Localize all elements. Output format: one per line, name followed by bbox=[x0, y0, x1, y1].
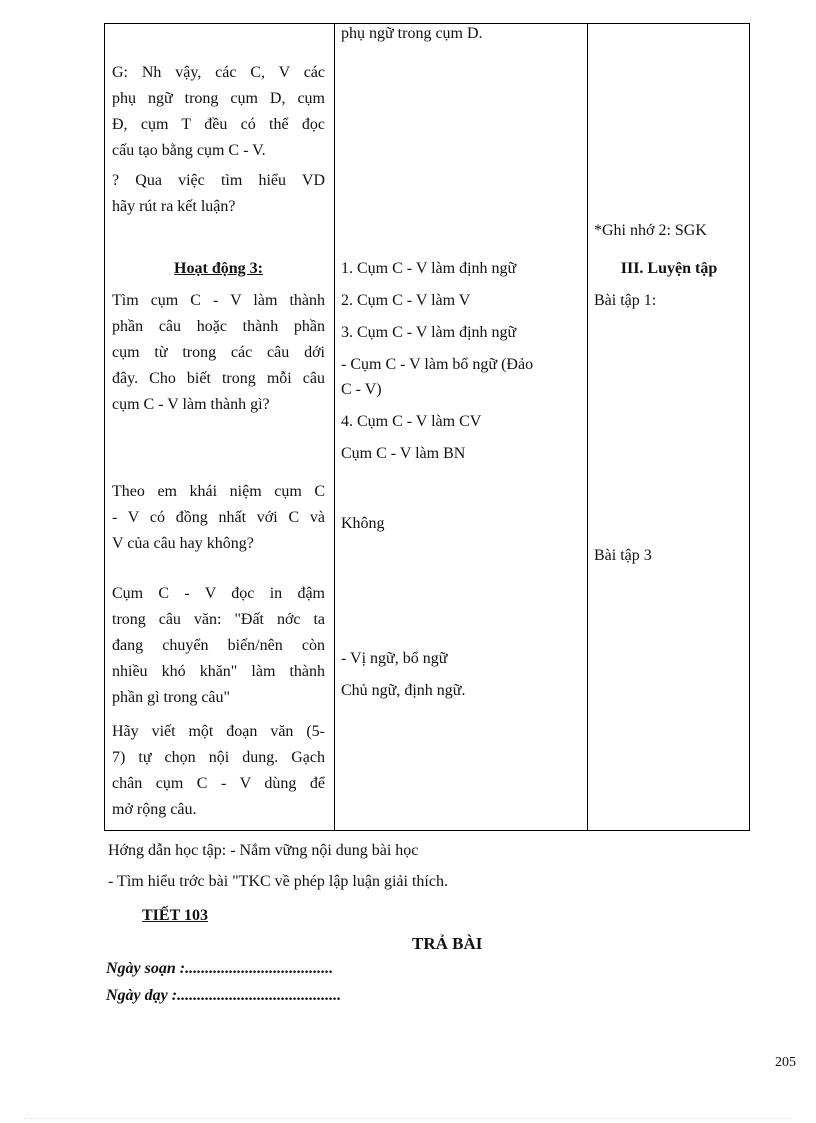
text-line: Cụm C - V đọc in đậm bbox=[112, 585, 325, 602]
answer-line: Chủ ngữ, định ngữ. bbox=[341, 682, 466, 699]
footer-rule bbox=[24, 1118, 792, 1119]
text-line: đây. Cho biết trong mỗi câu bbox=[112, 370, 325, 387]
text-line: nhiều khó khăn" làm thành bbox=[112, 663, 325, 680]
activity-title: Hoạt động 3: bbox=[174, 260, 263, 277]
answer-line: - Cụm C - V làm bổ ngữ (Đảo bbox=[341, 356, 534, 373]
text-line: cụm C - V làm thành gì? bbox=[112, 396, 270, 413]
question-sentence bbox=[112, 581, 325, 711]
prep-date: Ngày soạn :..................................... bbox=[106, 960, 334, 977]
teach-date: Ngày dạy :......................................... bbox=[106, 987, 342, 1004]
text-line: phần câu hoặc thành phần bbox=[112, 318, 325, 335]
text-line: ? Qua việc tìm hiểu VD bbox=[112, 172, 325, 189]
text-line: cụm từ trong các câu dới bbox=[112, 344, 325, 361]
column-divider bbox=[334, 24, 335, 830]
memo-note: *Ghi nhớ 2: SGK bbox=[594, 222, 707, 239]
study-guide-line: - Tìm hiểu trớc bài "TKC về phép lập luận giải thích. bbox=[108, 873, 448, 890]
activity-task bbox=[112, 288, 325, 418]
lesson-number: TIẾT 103 bbox=[142, 907, 208, 924]
text-line: Đ, cụm T đều có thể đọc bbox=[112, 116, 325, 133]
answer-line: C - V) bbox=[341, 381, 382, 398]
study-guide-line: Hớng dẫn học tập: - Nắm vững nội dung bài học bbox=[108, 842, 419, 859]
text-line: phụ ngữ trong cụm D, cụm bbox=[112, 90, 325, 107]
lesson-title: TRẢ BÀI bbox=[412, 934, 483, 953]
text-line: V của câu hay không? bbox=[112, 535, 254, 552]
text-line: 7) tự chọn nội dung. Gạch bbox=[112, 749, 325, 766]
exercise-label: Bài tập 3 bbox=[594, 547, 652, 564]
text-line: mở rộng câu. bbox=[112, 801, 197, 818]
answer-line: Cụm C - V làm BN bbox=[341, 445, 466, 462]
text-line: Theo em khái niệm cụm C bbox=[112, 483, 325, 500]
answer-line: 1. Cụm C - V làm định ngữ bbox=[341, 260, 517, 277]
text-line: trong câu văn: "Đất nớc ta bbox=[112, 611, 325, 628]
teacher-note bbox=[112, 60, 325, 164]
text-line: chân cụm C - V dùng để bbox=[112, 775, 325, 792]
text-line: đang chuyển biến/nên còn bbox=[112, 637, 325, 654]
text-line: hãy rút ra kết luận? bbox=[112, 198, 236, 215]
section-heading: III. Luyện tập bbox=[620, 260, 718, 277]
answer-line: 2. Cụm C - V làm V bbox=[341, 292, 471, 309]
answer-line: phụ ngữ trong cụm D. bbox=[341, 25, 483, 42]
answer-line: - Vị ngữ, bổ ngữ bbox=[341, 650, 448, 667]
text-line: phần gì trong câu" bbox=[112, 689, 231, 706]
exercise-label: Bài tập 1: bbox=[594, 292, 657, 309]
text-line: - V có đồng nhất với C và bbox=[112, 509, 325, 526]
answer-line: 3. Cụm C - V làm định ngữ bbox=[341, 324, 517, 341]
question-concept bbox=[112, 479, 325, 557]
answer-line: 4. Cụm C - V làm CV bbox=[341, 413, 482, 430]
page-number: 205 bbox=[775, 1055, 796, 1070]
question-conclusion bbox=[112, 168, 325, 220]
text-line: cấu tạo bằng cụm C - V. bbox=[112, 142, 266, 159]
answer-line: Không bbox=[341, 515, 385, 532]
text-line: Tìm cụm C - V làm thành bbox=[112, 292, 325, 309]
column-divider bbox=[587, 24, 588, 830]
text-line: G: Nh vậy, các C, V các bbox=[112, 64, 325, 81]
text-line: Hãy viết một đoạn văn (5- bbox=[112, 723, 325, 740]
writing-task bbox=[112, 719, 325, 823]
